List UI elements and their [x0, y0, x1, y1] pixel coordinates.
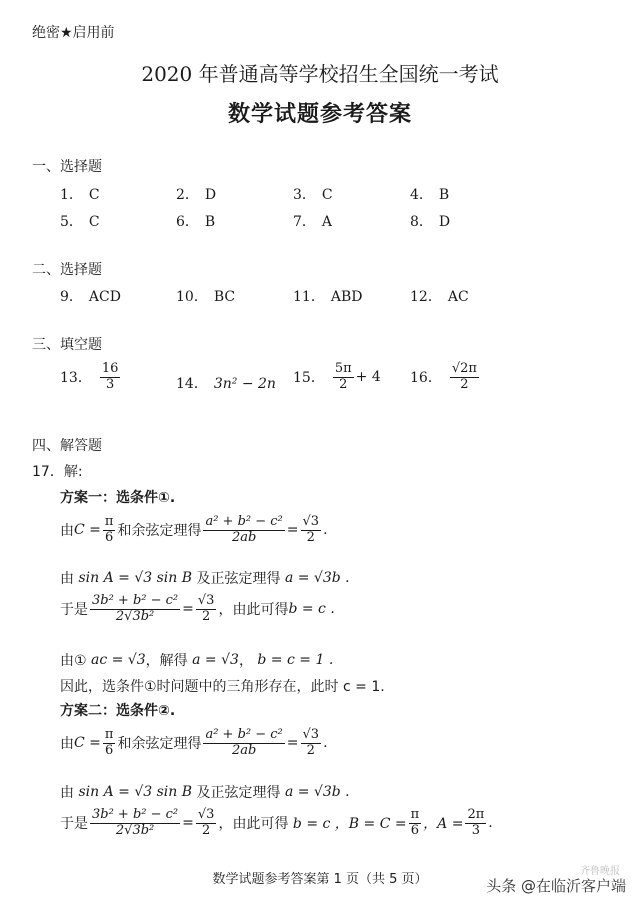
- fraction: $\frac{16}{3}$: [101, 361, 119, 392]
- confidential-label: 绝密★启用前: [32, 25, 115, 41]
- solution-line: 于是 $\frac{\text{3b² + b² − c²}}{\text{2√3b²}}$ = $\frac{√3}{2}$ ，由此可得 b = c ，B = C = $\frac{\pi}{6}$ ，A = $\frac{2\pi}{3}$ .: [60, 807, 493, 838]
- answer-item: 7． A: [293, 214, 333, 230]
- answer-item: 6． B: [176, 214, 216, 230]
- answer-item: 1． C: [60, 187, 100, 203]
- solution-line: 因此，选条件①时问题中的三角形存在，此时 c = 1.: [60, 679, 385, 695]
- plan-1-heading: 方案一：选条件①.: [60, 490, 176, 506]
- section-heading-2: 二、选择题: [32, 262, 102, 278]
- solution-line: 由 sin A = √3 sin B 及正弦定理得 a = √3b .: [60, 784, 350, 801]
- page-footer: 数学试题参考答案第 1 页（共 5 页）: [212, 872, 428, 887]
- answer-item: 14． 3n² − 2n: [176, 376, 276, 392]
- watermark: 头条 @在临沂客户端: [486, 877, 626, 895]
- solution-line: 由 C = $\frac{\pi}{6}$ 和余弦定理得 $\frac{\text{a² + b² − c²}}{2ab}$ = $\frac{√3}{2}$ .: [60, 727, 328, 758]
- exam-title: 2020 年普通高等学校招生全国统一考试: [141, 62, 499, 86]
- section-heading-4: 四、解答题: [32, 438, 102, 454]
- fraction: $\frac{√2\pi}{2}$: [451, 361, 477, 392]
- section-heading-3: 三、填空题: [32, 337, 102, 353]
- solution-line: 于是 $\frac{\text{3b² + b² − c²}}{\text{2√3b²}}$ = $\frac{√3}{2}$ ，由此可得 b = c .: [60, 593, 335, 624]
- answer-item: 10． BC: [176, 289, 236, 305]
- section-heading-1: 一、选择题: [32, 159, 102, 175]
- solution-line: 由① ac = √3 ，解得 a = √3 ， b = c = 1 .: [60, 652, 334, 669]
- answer-item: 16． $\frac{√2\pi}{2}$: [410, 361, 477, 392]
- answer-item: 5． C: [60, 214, 100, 230]
- solution-line: 由 C = $\frac{\pi}{6}$ 和余弦定理得 $\frac{\text{a² + b² − c²}}{2ab}$ = $\frac{√3}{2}$ .: [60, 514, 328, 545]
- solution-line: 由 sin A = √3 sin B 及正弦定理得 a = √3b .: [60, 570, 350, 587]
- answer-item: 11． ABD: [293, 289, 363, 305]
- answer-item: 12． AC: [410, 289, 469, 305]
- answer-item: 13． $\frac{16}{3}$: [60, 361, 119, 392]
- fraction: $\frac{5\pi}{2}$: [334, 361, 352, 392]
- answer-item: 4． B: [410, 187, 450, 203]
- answer-item: 9． ACD: [60, 289, 121, 305]
- answer-item: 8． D: [410, 214, 451, 230]
- answer-item: 2． D: [176, 187, 217, 203]
- question-17-label: 17．解:: [32, 464, 83, 480]
- answer-item: 3． C: [293, 187, 333, 203]
- plan-2-heading: 方案二：选条件②.: [60, 703, 176, 719]
- document-title: 数学试题参考答案: [227, 102, 412, 127]
- answer-item: 15． $\frac{5\pi}{2}$ + 4: [293, 361, 381, 392]
- watermark-faint: 齐鲁晚报: [580, 866, 620, 877]
